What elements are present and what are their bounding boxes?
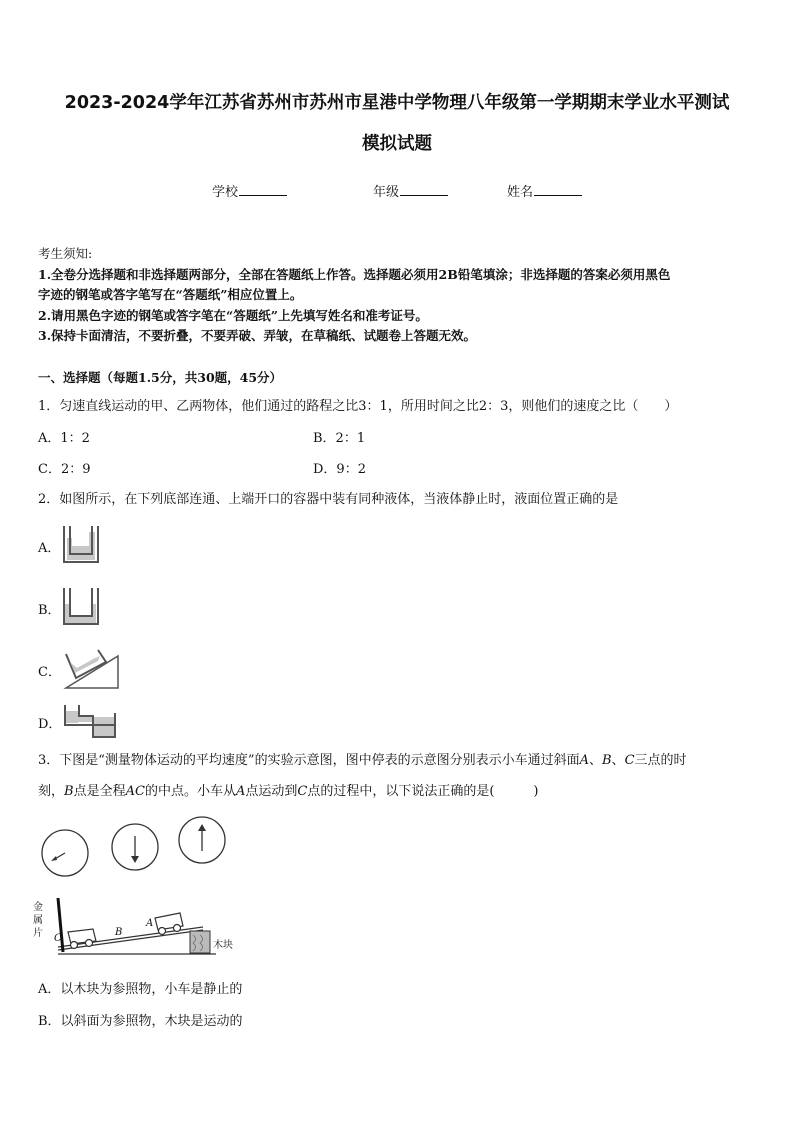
q3-var-a: A xyxy=(579,753,589,768)
q1-option-b: B．2：1 xyxy=(313,431,366,446)
q3-stem-part: 点的过程中，以下说法正确的是( ) xyxy=(307,784,539,799)
q1-option-d: D．9：2 xyxy=(313,462,366,477)
q2-figure-b xyxy=(62,586,100,626)
point-b-label: B xyxy=(115,927,123,938)
q2-option-d: D． xyxy=(38,717,62,732)
q3-var-ac: AC xyxy=(125,784,145,799)
stopwatch-a-icon xyxy=(177,815,227,865)
q2-option-c: C． xyxy=(38,665,61,680)
q3-var-b: B xyxy=(601,753,612,768)
school-blank xyxy=(239,182,287,196)
page-title: 2023-2024学年江苏省苏州市苏州市星港中学物理八年级第一学期期末学业水平测试 xyxy=(64,93,730,113)
school-label: 学校 xyxy=(212,185,239,200)
wood-block-label: 木块 xyxy=(213,940,233,951)
grade-blank xyxy=(400,182,448,196)
q3-var-c: C xyxy=(297,784,308,799)
stopwatch-c-icon xyxy=(40,828,90,878)
notice-heading: 考生须知: xyxy=(38,246,93,261)
page-title-line2: 模拟试题 xyxy=(362,134,432,154)
q3-stem-part: 的中点。小车从 xyxy=(144,784,236,799)
grade-field xyxy=(373,181,448,200)
q1-option-c: C．2：9 xyxy=(38,462,91,477)
stopwatch-b-icon xyxy=(110,822,160,872)
q2-stem: 2．如图所示，在下列底部连通、上端开口的容器中装有同种液体，当液体静止时，液面位置正确的是 xyxy=(38,492,619,507)
q3-stem-part: 点运动到 xyxy=(245,784,298,799)
point-c-label: C xyxy=(54,933,62,944)
q2-figure-c xyxy=(62,648,120,690)
q3-var-b: B xyxy=(64,784,74,799)
metal-label-char: 片 xyxy=(33,928,43,939)
section-heading: 一、选择题（每题1.5分，共30题，45分） xyxy=(38,370,283,385)
q2-option-a: A． xyxy=(38,541,61,556)
point-a-label: A xyxy=(146,918,154,929)
q3-stem-line1 xyxy=(38,749,687,768)
grade-label: 年级 xyxy=(373,185,400,200)
notice-item-1: 1.全卷分选择题和非选择题两部分，全部在答题纸上作答。选择题必须用2B铅笔填涂；非选择题的答案必须用黑色 xyxy=(38,266,671,282)
q1-stem: 1．匀速直线运动的甲、乙两物体，他们通过的路程之比3：1，所用时间之比2：3，则他们的速度之比（ ） xyxy=(38,399,678,414)
name-label: 姓名 xyxy=(507,185,534,200)
q3-sep: 、 xyxy=(611,753,625,768)
name-blank xyxy=(534,182,582,196)
q3-stem-line2 xyxy=(38,780,538,799)
notice-item-1-cont: 字迹的钢笔或答字笔写在“答题纸”相应位置上。 xyxy=(38,287,303,303)
name-field xyxy=(507,181,582,200)
metal-label-char: 属 xyxy=(33,915,43,926)
q2-figure-d xyxy=(62,703,118,739)
q2-figure-a xyxy=(62,524,100,564)
q3-stem-part: 点是全程 xyxy=(73,784,126,799)
student-info-fields xyxy=(0,181,794,201)
q3-var-c: C xyxy=(624,753,635,768)
q3-var-a: A xyxy=(235,784,246,799)
q2-option-b: B． xyxy=(38,603,61,618)
q3-option-b: B．以斜面为参照物，木块是运动的 xyxy=(38,1014,243,1029)
q1-option-a: A．1：2 xyxy=(38,431,90,446)
notice-block xyxy=(38,244,760,347)
school-field xyxy=(212,181,287,200)
q3-stem-part: 刻， xyxy=(38,784,65,799)
q3-sep: 、 xyxy=(588,753,602,768)
q3-stem-part: 三点的时 xyxy=(634,753,687,768)
notice-item-3: 3.保持卡面清洁，不要折叠，不要弄破、弄皱，在草稿纸、试题卷上答题无效。 xyxy=(38,328,477,344)
metal-plate-label xyxy=(33,901,43,940)
q3-option-a: A．以木块为参照物，小车是静止的 xyxy=(38,982,243,997)
metal-label-char: 金 xyxy=(33,902,43,913)
notice-item-2: 2.请用黑色字迹的钢笔或答字笔在“答题纸”上先填写姓名和准考证号。 xyxy=(38,307,428,323)
q3-stem-part: 3．下图是“测量物体运动的平均速度”的实验示意图，图中停表的示意图分别表示小车通过斜面 xyxy=(38,753,580,768)
